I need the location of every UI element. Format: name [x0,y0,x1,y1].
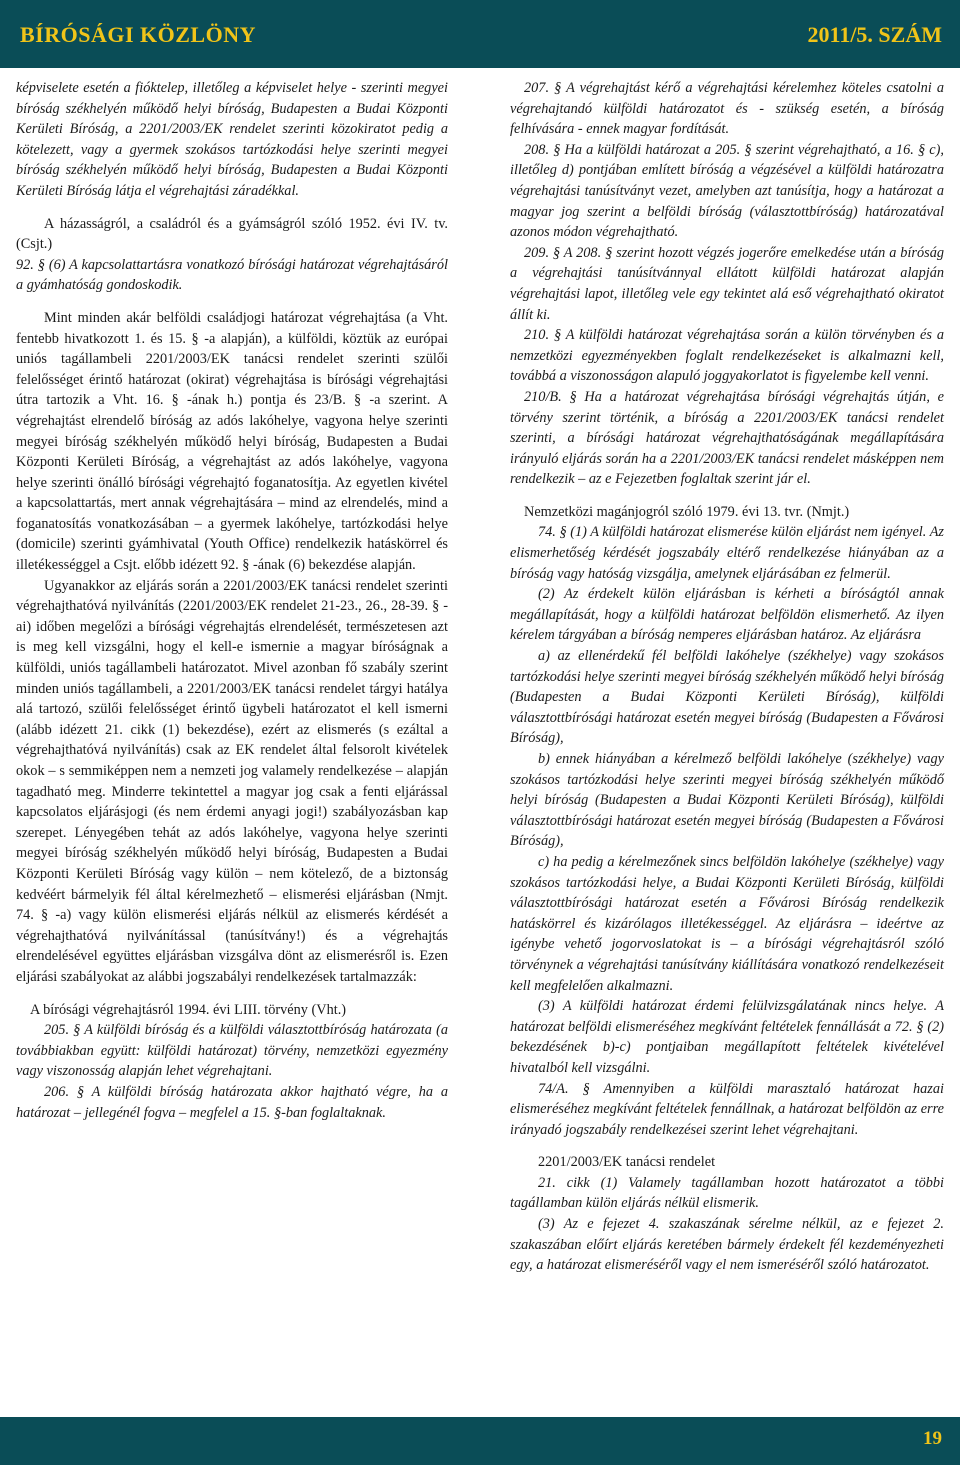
paragraph: 208. § Ha a külföldi határozat a 205. § szerint végrehajtható, a 16. § c), illetőleg d) pontjában említett bíróság a végzésével a külföldi határozatra végrehajtási tanúsítványt vezet, amelyben azt tanúsítja, hogy a határozat a magyar jog szerint a belföldi bíróság (választottbíróság) határozatával azonos módon végrehajtható. [510,141,944,241]
paragraph: c) ha pedig a kérelmezőnek sincs belföldön lakóhelye (székhelye) vagy szokásos tartózkodási helye, a Budai Központi Kerületi Bíróság, külföldi választottbírósági határozat esetén a Fővárosi Bíróság rendelkezik hatáskörrel és kizárólagos illetékességgel. Az eljárásra – ideértve az igénybe vehető jogorvoslatokat is – a bírósági végrehajtásról szóló törvénynek a végrehajtási tanúsítvány kiállítására vonatkozó rendelkezéseit kell megfelelően alkalmazni. [510,853,944,994]
paragraph: 206. § A külföldi bíróság határozata akkor hajtható végre, ha a határozat – jellegénél fogva – megfelel a 15. §-ban foglaltaknak. [16,1083,448,1121]
paragraph: 207. § A végrehajtást kérő a végrehajtási kérelemhez köteles csatolni a végrehajtandó külföldi határozatot és - szükség esetén, a bíróság felhívására - ennek magyar fordítását. [510,80,944,138]
footer-bar [0,1417,960,1465]
paragraph: képviselete esetén a fióktelep, illetőleg a képviselet helye - szerinti megyei bíróság székhelyén működő helyi bíróság, Budapesten a Budai Központi Kerületi Bíróság, a 2201/2003/EK rendelet szerinti közokiratot pedig a kötelezett, vagy a gyermek szokásos tartózkodási helye szerinti megyei bíróság székhelyén működő helyi bíróság, Budapesten a Budai Központi Kerületi Bíróság látja el végrehajtási záradékkal. [16,80,448,199]
paragraph: Ugyanakkor az eljárás során a 2201/2003/EK tanácsi rendelet szerinti végrehajthatóvá nyilvánítás (2201/2003/EK rendelet 21-23., 26., 28-39. § -ai) időben megelőzi a bírósági végrehajtás elrendelését, természetesen azt is meg kell vizsgálni, hogy el kell-e ismernie a magyar bíróságnak a külföldi, uniós tagállambeli határozatot. Mivel azonban fő szabály szerint minden uniós tagállambeli, a 2201/2003/EK tanácsi rendelet tárgyi hatálya alá tartozó, szülői felelősséget érintő ügybeli határozatot el kell ismerni (alább idézett 21. cikk (1) bekezdése), ezért az elismerés (s ezáltal a végrehajthatóvá nyilvánítás) csak az EK rendelet által felsorolt kivételek okok – s semmiképpen nem a nemzeti jog valamely rendelkezése – alapján tagadható meg. Minderre tekintettel a magyar jog csak a fenti eljárással kapcsolatos eljárásjogi (és nem érdemi anyagi jogi!) szabályozásban kap szerepet. Lényegében tehát az adós lakóhelye, vagyona helye szerinti megyei bíróság székhelyén működő helyi bíróság, Budapesten a Budai Központi Kerületi Bíróság vagy külön – nem kötelező, de a biztonság kedvéért bármelyik fél által kérelmezhető – elismerési eljárásban (Nmjt. 74. § -a) vagy külön elismerési eljárás nélkül az elismerés kérdését a végrehajthatóvá nyilvánítással (tanúsítvány!) és a végrehajtás elrendelésével együttes eljárásban vizsgálva dönt az elismerésről is. Ezen eljárási szabályokat az alábbi jogszabályi rendelkezések tartalmazzák: [16,577,448,985]
paragraph: Mint minden akár belföldi családjogi határozat végrehajtása (a Vht. fentebb hivatkozott 1. és 15. § -a alapján), a külföldi, köztük az európai uniós tagállambeli 2201/2003/EK tanácsi rendelet szerinti szülői felelősséget érintő határozat (okirat) végrehajtása is bírósági végrehajtási útra tartozik a Vht. 16. § -ának h.) pontja és 23/B. § -a szerint. A végrehajtást elrendelő bíróság az adós lakóhelye, vagyona helye szerinti megyei bíróság székhelyén működő helyi bíróság, Budapesten a Budai Központi Kerületi Bíróság, a végrehajtást az adós lakóhelye, vagyona helye szerinti önálló bírósági végrehajtó foganatosítja. Az egyetlen kivétel a kapcsolattartás, mert annak végrehajtására – mind az elrendelés, mind a foganatosítás vonatkozásában – a gyermek lakóhelye, tartózkodási helye (domicile) szerinti gyámhivatal (Youth Office) rendelkezik hatáskörrel és illetékességgel a Csjt. előbb idézett 92. § -ának (6) bekezdése alapján. [16,309,448,574]
issue-number: 2011/5. SZÁM [807,22,942,47]
paragraph: 92. § (6) A kapcsolattartásra vonatkozó bírósági határozat végrehajtásáról a gyámhatóság gondoskodik. [16,256,448,294]
section-heading: A házasságról, a családról és a gyámságról szóló 1952. évi IV. tv. (Csjt.) [16,215,448,253]
paragraph: b) ennek hiányában a kérelmező belföldi lakóhelye (székhelye) vagy szokásos tartózkodási helye szerinti megyei bíróság székhelyén működő helyi bíróság (Budapesten a Budai Központi Kerületi Bíróság), külföldi választottbírósági határozat esetén megyei bíróság (Budapesten a Fővárosi Bíróság), [510,751,944,850]
paragraph: (3) A külföldi határozat érdemi felülvizsgálatának nincs helye. A határozat belföldi elismeréséhez megkívánt feltételek fennállását a 72. § (2) bekezdésének b)-c) pontjaiban megállapított feltételek kivételével hivatalból kell vizsgálni. [510,998,944,1076]
paragraph: 210. § A külföldi határozat végrehajtása során a külön törvényben és a nemzetközi egyezményekben foglalt rendelkezéseket is alkalmazni kell, továbbá a viszonosságon alapuló joggyakorlatot is figyelembe kell venni. [510,327,944,385]
paragraph: 21. cikk (1) Valamely tagállamban hozott határozatot a többi tagállamban külön eljárás nélkül elismerik. [510,1174,944,1212]
paragraph: 210/B. § Ha a határozat végrehajtása bírósági végrehajtás útján, e törvény szerint történik, a bíróság a 2201/2003/EK tanácsi rendelet szerinti, a bírósági határozat végrehajthatóságának megállapítására irányuló eljárás során ha a 2201/2003/EK tanácsi rendelet másképpen nem rendelkezik – az e Fejezetben foglaltak szerint jár el. [510,388,944,488]
left-column [16,78,448,1123]
journal-title: BÍRÓSÁGI KÖZLÖNY [20,22,256,47]
paragraph: (3) Az e fejezet 4. szakaszának sérelme nélkül, az e fejezet 2. szakaszában előírt eljárás keretében bármely érdekelt fél kezdeményezheti egy, a határozat elismeréséről vagy el nem ismeréséről szóló határozatot. [510,1216,944,1274]
paragraph: 205. § A külföldi bíróság és a külföldi választottbíróság határozata (a továbbiakban együtt: külföldi határozat) törvény, nemzetközi egyezmény vagy viszonosság alapján lehet végrehajtani. [16,1022,448,1080]
paragraph: 74. § (1) A külföldi határozat elismerése külön eljárást nem igényel. Az elismerhetőség kérdését jogszabály eltérő rendelkezése hiányában az a bíróság vagy hatóság vizsgálja, amelynek eljárásában ez felmerül. [510,524,944,582]
section-heading: A bírósági végrehajtásról 1994. évi LIII. törvény (Vht.) [30,1001,347,1018]
paragraph: 74/A. § Amennyiben a külföldi marasztaló határozat hazai elismeréséhez megkívánt feltételek fennállnak, a határozat belföldön az erre irányadó jogszabály rendelkezései szerint lehet végrehajtani. [510,1080,944,1138]
paragraph: 209. § A 208. § szerint hozott végzés jogerőre emelkedése után a bíróság a végrehajtási tanúsítvánnyal ellátott külföldi határozat alapján végrehajtási lapot, illetőleg vele egy tekintet alá eső végrehajtható okiratot állít ki. [510,244,944,323]
paragraph: (2) Az érdekelt külön eljárásban is kérheti a bíróságtól annak megállapítását, hogy a külföldi határozat belföldön elismerhető. Az ilyen kérelem tárgyában a bíróság nemperes eljárásban határoz. Az eljárásra [510,586,944,644]
section-heading: Nemzetközi magánjogról szóló 1979. évi 13. tvr. (Nmjt.) [524,503,850,520]
page-number: 19 [923,1428,942,1449]
section-heading: 2201/2003/EK tanácsi rendelet [538,1154,716,1171]
paragraph: a) az ellenérdekű fél belföldi lakóhelye (székhelye) vagy szokásos tartózkodási helye szerinti megyei bíróság székhelyén működő helyi bíróság (Budapesten a Budai Központi Kerületi Bíróság), külföldi választottbírósági határozat esetén megyei bíróság (Budapesten a Fővárosi Bíróság), [510,648,944,747]
right-column [510,78,944,1276]
